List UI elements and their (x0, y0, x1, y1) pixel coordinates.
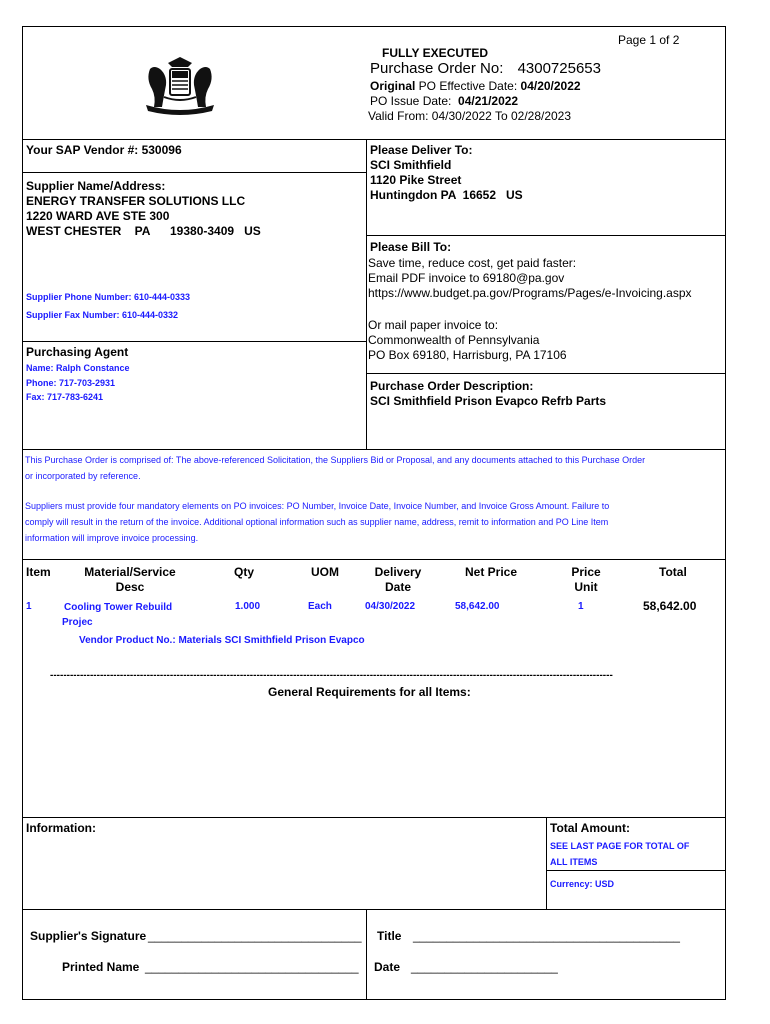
agent-fax: Fax: 717-783-6241 (26, 392, 104, 402)
total-amount-label: Total Amount: (550, 821, 630, 835)
notice-para-1 (25, 452, 645, 484)
supplier-block (26, 179, 261, 239)
description-block (370, 379, 606, 409)
issue-date-line (370, 94, 518, 109)
original-label: Original (370, 79, 416, 93)
po-number-line (370, 60, 601, 78)
row-vendor-product: Vendor Product No.: Materials SCI Smithfield Prison Evapco (79, 635, 365, 646)
issue-date: 04/21/2022 (458, 94, 519, 108)
po-label: Purchase Order No: (370, 60, 504, 77)
supplier-phone: Supplier Phone Number: 610-444-0333 (26, 292, 191, 302)
row-item: 1 (26, 601, 32, 612)
date-label: Date (374, 960, 401, 974)
agent-label: Purchasing Agent (26, 345, 129, 359)
row-price-unit: 1 (578, 601, 584, 612)
divider (546, 870, 726, 871)
notice-line: Suppliers must provide four mandatory elements on PO invoices: PO Number, Invoice Date, Invoice Number, and Invoice Gross Amount. Failure to (25, 501, 610, 511)
bill-line-6: PO Box 69180, Harrisburg, PA 17106 (368, 348, 567, 362)
bill-line-1: Save time, reduce cost, get paid faster: (368, 256, 577, 270)
row-qty: 1.000 (235, 601, 261, 612)
deliver-line-2: 1120 Pike Street (370, 173, 462, 187)
title-line[interactable]: ________________________________________ (413, 929, 680, 943)
divider (22, 909, 726, 910)
bill-line-2: Email PDF invoice to 69180@pa.gov (368, 271, 565, 285)
col-header-delivery: Delivery Date (374, 565, 422, 594)
effective-label: PO Effective Date: (415, 79, 521, 93)
col-header-total: Total (659, 565, 687, 579)
supplier-address-2: WEST CHESTER PA 19380-3409 US (26, 224, 261, 238)
row-uom: Each (308, 601, 332, 612)
bill-line-3: https://www.budget.pa.gov/Programs/Pages/e-Invoicing.aspx (368, 286, 692, 300)
agent-phone: Phone: 717-703-2931 (26, 378, 116, 388)
row-delivery: 04/30/2022 (365, 601, 416, 612)
row-total: 58,642.00 (643, 599, 697, 613)
notice-line: This Purchase Order is comprised of: The above-referenced Solicitation, the Suppliers Bid or Proposal, and any documents attached to this Purchase Order (25, 455, 646, 465)
row-material: Cooling Tower Rebuild Projec (62, 602, 173, 628)
divider (22, 341, 366, 342)
description-label: Purchase Order Description: (370, 379, 534, 393)
notice-para-2 (25, 498, 609, 546)
signature-label: Supplier's Signature (30, 929, 147, 943)
supplier-fax: Supplier Fax Number: 610-444-0332 (26, 310, 179, 320)
notice-line: comply will result in the return of the invoice. Additional optional information such as supplier name, address, remit to information and PO Line Item (25, 517, 609, 527)
printed-name-line[interactable]: ________________________________ (145, 960, 359, 974)
effective-date-line (370, 79, 581, 94)
divider (22, 139, 726, 140)
po-number: 4300725653 (517, 60, 601, 77)
supplier-label: Supplier Name/Address: (26, 179, 166, 193)
divider (22, 172, 366, 173)
divider (366, 235, 726, 236)
separator-line: ------------------------------------------------------------------------------------------------------------------------------------------------------------------------- (50, 670, 613, 681)
divider (366, 909, 367, 1000)
bill-line-5: Commonwealth of Pennsylvania (368, 333, 540, 347)
divider (22, 559, 726, 560)
currency: Currency: USD (550, 879, 615, 889)
issue-label: PO Issue Date: (370, 94, 452, 108)
divider (22, 817, 726, 818)
description-text: SCI Smithfield Prison Evapco Refrb Parts (370, 394, 607, 408)
title-label: Title (377, 929, 402, 943)
total-amount-note: SEE LAST PAGE FOR TOTAL OF ALL ITEMS (550, 841, 690, 867)
valid-range: Valid From: 04/30/2022 To 02/28/2023 (368, 109, 572, 123)
printed-name-label: Printed Name (62, 960, 140, 974)
col-header-material: Material/Service Desc (84, 565, 176, 594)
information-label: Information: (26, 821, 96, 835)
deliver-line-3: Huntingdon PA 16652 US (370, 188, 523, 202)
general-requirements-heading: General Requirements for all Items: (268, 685, 471, 699)
divider (22, 449, 726, 450)
page-number: Page 1 of 2 (618, 33, 680, 47)
supplier-address-1: 1220 WARD AVE STE 300 (26, 209, 170, 223)
col-header-uom: UOM (311, 565, 339, 579)
deliver-label: Please Deliver To: (370, 143, 473, 157)
signature-line[interactable]: ________________________________ (148, 929, 362, 943)
col-header-net-price: Net Price (465, 565, 518, 579)
status-label: FULLY EXECUTED (382, 46, 489, 60)
notice-line: or incorporated by reference. (25, 471, 141, 481)
row-net-price: 58,642.00 (455, 601, 500, 612)
notice-line: information will improve invoice processing. (25, 533, 199, 543)
agent-name: Name: Ralph Constance (26, 363, 130, 373)
bill-block-2 (368, 318, 567, 363)
bill-block-1 (368, 256, 692, 301)
sap-vendor-number: Your SAP Vendor #: 530096 (26, 143, 182, 157)
col-header-item: Item (26, 565, 51, 579)
bill-line-4: Or mail paper invoice to: (368, 318, 499, 332)
bill-label: Please Bill To: (370, 240, 452, 254)
agent-block (26, 362, 130, 404)
deliver-block (370, 143, 523, 203)
pa-coat-of-arms-icon (140, 55, 220, 115)
deliver-line-1: SCI Smithfield (370, 158, 452, 172)
col-header-qty: Qty (234, 565, 255, 579)
divider (546, 817, 547, 909)
date-line[interactable]: ______________________ (411, 960, 558, 974)
col-header-price-unit: Price Unit (571, 565, 601, 594)
divider (366, 373, 726, 374)
divider (366, 139, 367, 449)
supplier-name: ENERGY TRANSFER SOLUTIONS LLC (26, 194, 246, 208)
effective-date: 04/20/2022 (520, 79, 581, 93)
